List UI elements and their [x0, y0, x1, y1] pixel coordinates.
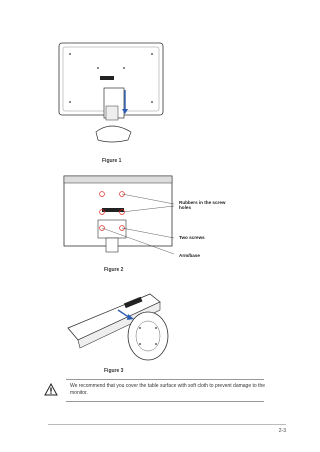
- figure-2-illustration: [62, 174, 174, 262]
- footer-rule: [48, 424, 286, 425]
- warning-triangle-icon: [44, 383, 58, 396]
- note-bottom-rule: [66, 401, 264, 402]
- note-text: We recommend that you cover the table surface with soft cloth to prevent damage to the monitor.: [70, 383, 266, 396]
- figure-1-caption: Figure 1: [102, 158, 122, 164]
- figure-3-illustration: [64, 288, 174, 364]
- callout-rubbers: Rubbers in the screw holes: [179, 200, 226, 211]
- page-number: 2-3: [278, 428, 286, 434]
- callout-two-screws: Two screws: [179, 235, 205, 240]
- figure-3-caption: Figure 3: [104, 368, 124, 374]
- figure-2-caption: Figure 2: [104, 267, 124, 273]
- note-top-rule: [66, 379, 264, 380]
- callout-arm-base: Arm/base: [179, 253, 200, 258]
- figure-1-illustration: [56, 40, 166, 148]
